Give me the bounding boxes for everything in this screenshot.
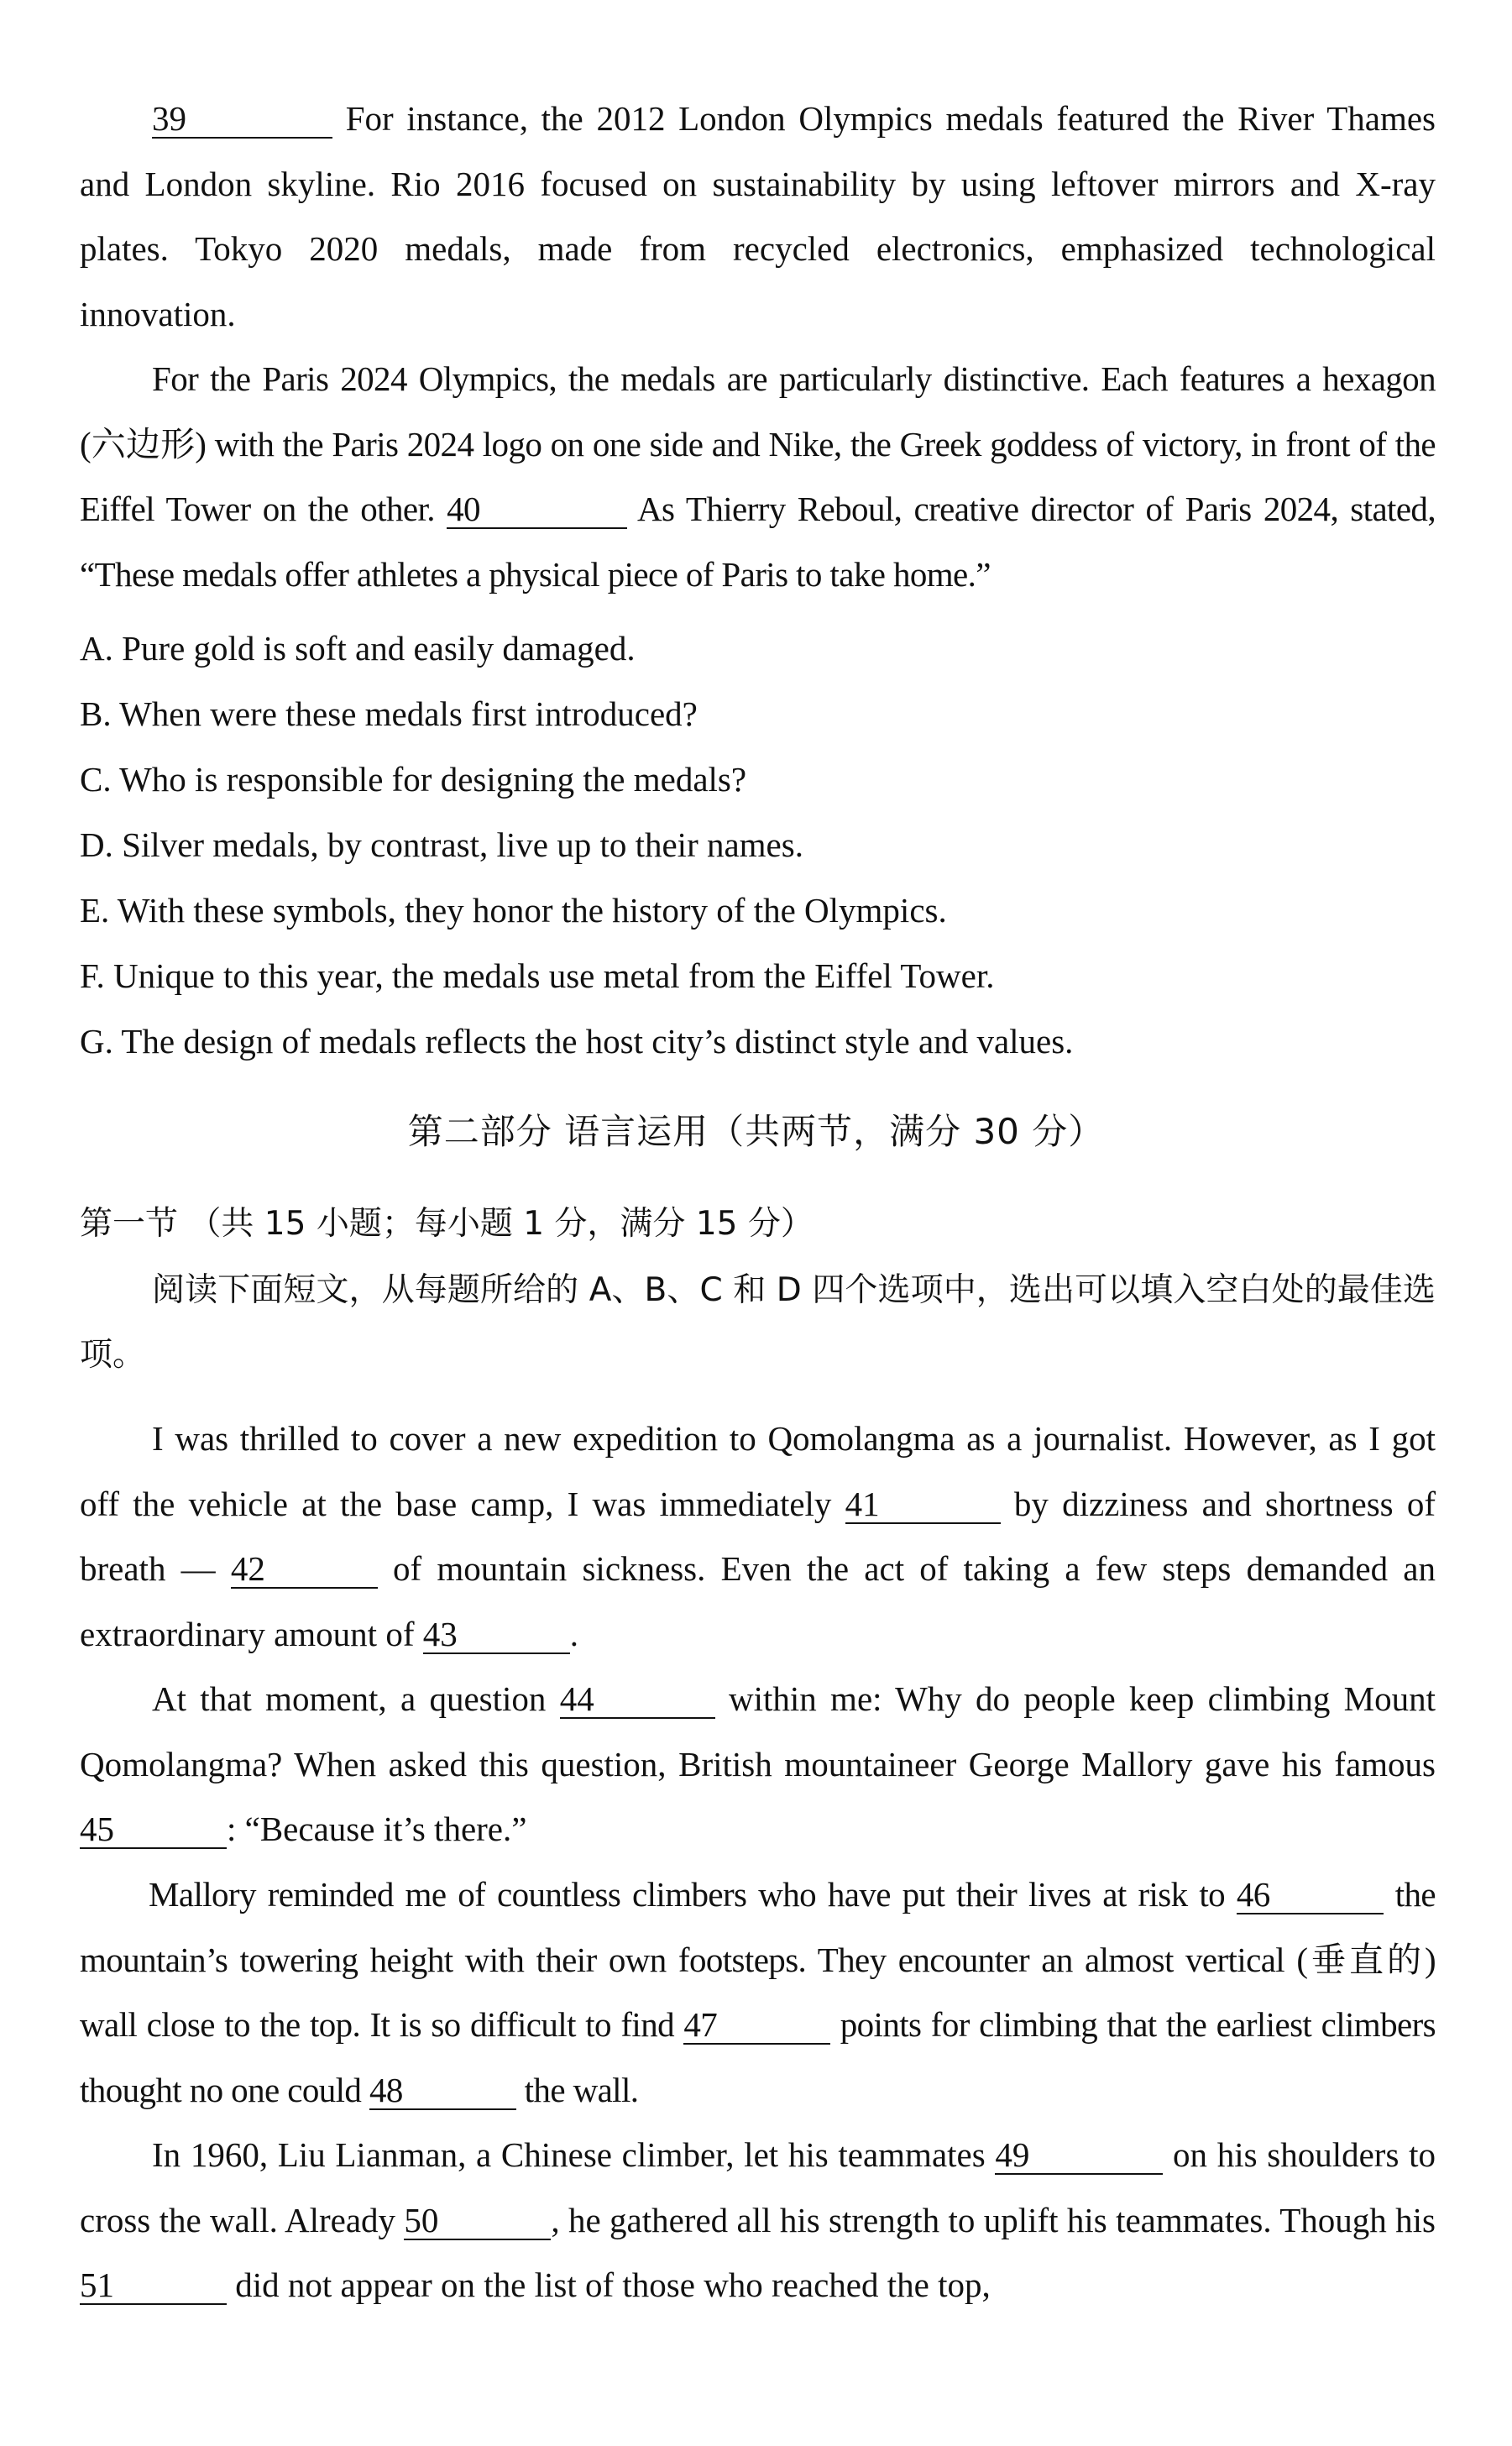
paragraph-text (80, 86, 1436, 347)
paragraph-text-part: the wall. (515, 2070, 639, 2109)
paragraph-text-part: on his shoulders to cross the wall. Already (80, 2135, 1436, 2239)
blank-45: 45 (80, 1811, 227, 1849)
paragraph-text-part: In 1960, Liu Lianman, a Chinese climber, let his teammates (152, 2135, 996, 2174)
cloze-paragraph-3 (80, 1862, 1436, 2123)
blank-44: 44 (560, 1681, 715, 1719)
blank-49: 49 (995, 2137, 1163, 2175)
cloze-paragraph-1 (80, 1406, 1436, 1667)
blank-48: 48 (369, 2072, 516, 2110)
paragraph-text-part: I was thrilled to cover a new expedition to Qomolangma as a journalist. However, as I got off the vehicle at the base camp, I was immediately (80, 1419, 1436, 1523)
paragraph-text (80, 2123, 1436, 2318)
paragraph-text-part: by dizziness and shortness of breath — (80, 1484, 1436, 1588)
paragraph-body-before: For the Paris 2024 Olympics, the medals are particularly distinctive. Each features a hexagon (六边形) with the Paris 2024 logo on one side and Nike, the Greek goddess of victory, in front of the Eiffel Tower on the other. (80, 359, 1436, 528)
paragraph-text-part: of mountain sickness. Even the act of taking a few steps demanded an extraordinary amount of (80, 1549, 1436, 1653)
blank-42: 42 (231, 1551, 378, 1589)
blank-50: 50 (404, 2202, 551, 2240)
blank-51: 51 (80, 2267, 227, 2305)
blank-46: 46 (1237, 1877, 1384, 1914)
paragraph-text-part: did not appear on the list of those who reached the top, (227, 2265, 991, 2304)
paragraph-body: For instance, the 2012 London Olympics medals featured the River Thames and London skyline. Rio 2016 focused on sustainability by using leftover mirrors and X-ray plates. Tokyo 2020 medals, made from recycled electronics, emphasized technological innovation. (80, 99, 1436, 333)
cloze-paragraph-2 (80, 1667, 1436, 1862)
paragraph-body-after: As Thierry Reboul, creative director of Paris 2024, stated, “These medals offer athletes a physical piece of Paris to take home.” (80, 490, 1436, 594)
option-f: F. Unique to this year, the medals use metal from the Eiffel Tower. (80, 956, 995, 995)
option-d: D. Silver medals, by contrast, live up to their names. (80, 825, 803, 864)
paragraph-text-part: . (569, 1614, 578, 1653)
option-b: B. When were these medals first introduced? (80, 694, 698, 733)
section-one-title: 第一节 （共 15 小题；每小题 1 分，满分 15 分） (80, 1205, 814, 1243)
paragraph-text-part: Mallory reminded me of countless climbers who have put their lives at risk to (149, 1875, 1237, 1914)
paragraph-text (80, 347, 1436, 607)
blank-40: 40 (447, 491, 627, 529)
part-two-title: 第二部分 语言运用（共两节，满分 30 分） (407, 1111, 1105, 1152)
paragraph-text-part: , he gathered all his strength to uplift his teammates. Though his (551, 2200, 1436, 2239)
paragraph-text-part: At that moment, a question (152, 1679, 560, 1718)
paragraph-text (80, 1667, 1436, 1862)
blank-39: 39 (152, 101, 332, 139)
option-g: G. The design of medals reflects the host city’s distinct style and values. (80, 1022, 1074, 1061)
option-e: E. With these symbols, they honor the history of the Olympics. (80, 891, 947, 930)
paragraph-text (80, 1406, 1436, 1667)
paragraph-text-part: points for climbing that the earliest climbers thought no one could (80, 2005, 1436, 2109)
blank-47: 47 (683, 2007, 830, 2045)
option-c: C. Who is responsible for designing the medals? (80, 760, 747, 799)
option-a: A. Pure gold is soft and easily damaged. (80, 629, 636, 668)
paragraph-text-part: : “Because it’s there.” (227, 1810, 527, 1848)
blank-43: 43 (423, 1616, 570, 1654)
blank-41: 41 (845, 1486, 1001, 1524)
paragraph-text-part: within me: Why do people keep climbing Mount Qomolangma? When asked this question, British mountaineer George Mallory gave his famous (80, 1679, 1436, 1783)
passage-paragraph-2 (80, 347, 1436, 607)
passage-paragraph-1 (80, 86, 1436, 347)
cloze-paragraph-4 (80, 2123, 1436, 2318)
instruction-text: 阅读下面短文，从每题所给的 A、B、C 和 D 四个选项中，选出可以填入空白处的最佳选项。 (80, 1271, 1436, 1374)
paragraph-text (80, 1862, 1436, 2123)
paragraph-text-part: the mountain’s towering height with their own footsteps. They encounter an almost vertical (垂直的) wall close to the top. It is so difficult to find (80, 1875, 1436, 2044)
